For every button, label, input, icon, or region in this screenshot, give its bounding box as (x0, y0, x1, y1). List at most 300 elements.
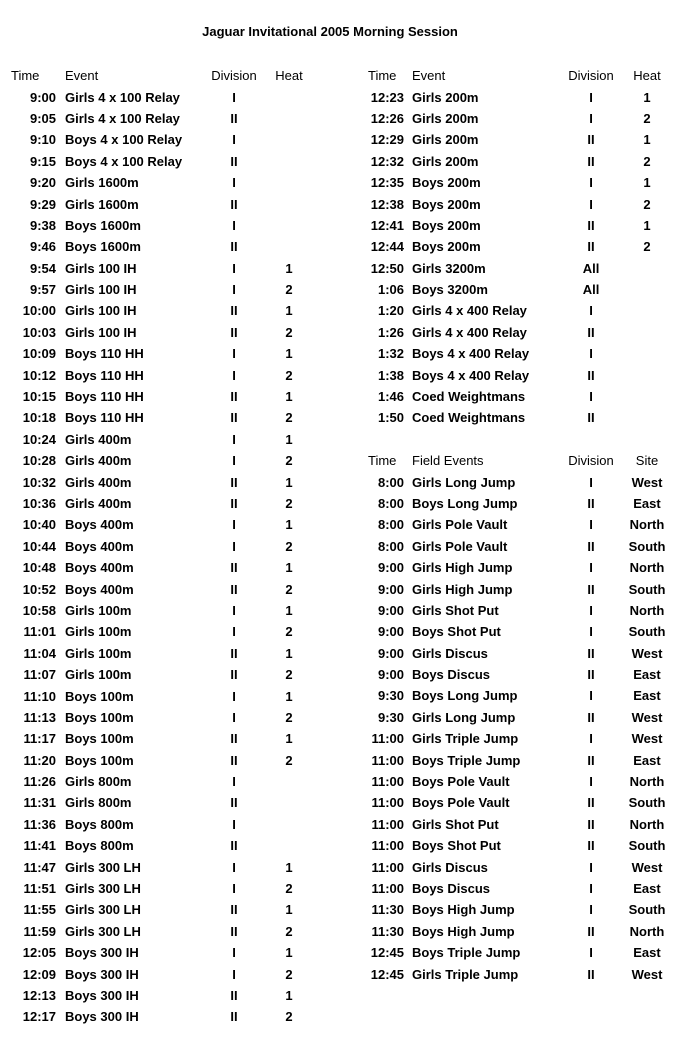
cell-heat (620, 279, 674, 300)
cell-division: I (589, 602, 593, 618)
cell-site: South (628, 838, 666, 854)
table-row (362, 621, 674, 642)
cell-heat: 2 (285, 282, 293, 298)
header-division: Division (211, 68, 257, 84)
cell-heat (620, 322, 674, 343)
header-field-events: Field Events (412, 453, 484, 469)
cell-division: I (589, 881, 593, 896)
cell-field-event: Girls Discus (412, 859, 488, 875)
table-row (8, 963, 315, 984)
cell-event: Boys 200m (412, 239, 481, 255)
table-row (362, 514, 674, 535)
cell-time: 1:06 (377, 282, 404, 298)
cell-event: Girls 400m (65, 453, 132, 469)
table-row (8, 578, 315, 599)
table-row (8, 364, 315, 385)
cell-field-event: Girls Shot Put (412, 602, 499, 618)
cell-division: I (589, 688, 593, 704)
cell-division: II (230, 645, 238, 661)
cell-time: 12:44 (370, 239, 404, 255)
cell-time: 10:48 (22, 560, 56, 576)
cell-time: 12:09 (22, 966, 56, 982)
cell-field-event: Boys High Jump (412, 902, 515, 918)
header-time: Time (11, 68, 40, 84)
cell-event: Girls 100 IH (65, 303, 137, 319)
cell-division: II (587, 581, 595, 597)
cell-division: II (230, 987, 238, 1003)
cell-field-event: Girls Triple Jump (412, 966, 519, 982)
table-row (362, 172, 674, 193)
table-row (362, 814, 674, 835)
cell-time: 8:00 (377, 495, 404, 511)
cell-time: 10:28 (22, 453, 56, 469)
cell-division: I (232, 282, 236, 298)
cell-event: Girls 200m (412, 110, 479, 126)
table-row (362, 236, 674, 257)
cell-heat: 2 (643, 239, 651, 255)
table-row (8, 856, 315, 877)
cell-division: I (589, 859, 593, 875)
cell-field-event: Boys Shot Put (412, 838, 501, 854)
cell-heat: 1 (285, 517, 293, 533)
table-row (362, 151, 674, 172)
cell-time: 1:32 (377, 346, 404, 362)
table-row (8, 86, 315, 107)
cell-field-event: Boys Long Jump (412, 688, 518, 704)
table-row (362, 557, 674, 578)
cell-time: 11:59 (23, 923, 56, 939)
table-row (362, 792, 674, 813)
cell-division: I (232, 602, 236, 618)
table-row (8, 108, 315, 129)
cell-time: 11:00 (371, 816, 404, 832)
cell-heat (620, 300, 674, 321)
cell-event: Girls 100m (65, 667, 132, 683)
cell-division: I (232, 881, 236, 897)
cell-event: Girls 100m (65, 624, 132, 640)
table-row (362, 407, 674, 428)
cell-heat (263, 814, 315, 835)
table-row (8, 493, 315, 514)
table-row (8, 685, 315, 706)
table-row (362, 643, 674, 664)
cell-event: Boys 1600m (65, 239, 141, 255)
table-body (362, 471, 674, 984)
cell-heat: 1 (285, 389, 293, 405)
table-row (8, 750, 315, 771)
table-row (362, 749, 674, 770)
cell-field-event: Girls Pole Vault (412, 517, 508, 533)
cell-time: 12:29 (370, 132, 404, 148)
cell-time: 11:13 (23, 709, 56, 725)
cell-division: I (232, 132, 236, 148)
cell-time: 12:41 (370, 217, 404, 233)
cell-field-event: Boys High Jump (412, 923, 515, 939)
cell-time: 10:32 (22, 474, 56, 490)
cell-time: 10:12 (22, 367, 56, 383)
cell-time: 9:54 (29, 260, 56, 276)
cell-time: 10:44 (22, 538, 56, 554)
cell-site: West (631, 709, 663, 725)
cell-division: II (230, 474, 238, 490)
table-row (362, 921, 674, 942)
cell-division: II (587, 495, 595, 511)
cell-time: 9:38 (29, 217, 56, 233)
table-row (362, 343, 674, 364)
cell-event: Boys 200m (412, 196, 481, 212)
cell-time: 10:00 (22, 303, 56, 319)
cell-event: Boys 200m (412, 175, 481, 191)
cell-division: I (232, 431, 236, 447)
cell-heat (263, 172, 315, 193)
cell-heat: 2 (285, 538, 293, 554)
cell-heat (263, 193, 315, 214)
cell-time: 9:00 (377, 624, 404, 640)
table-row (8, 536, 315, 557)
cell-time: 11:00 (371, 731, 404, 747)
cell-division: II (587, 838, 595, 854)
cell-division: I (589, 303, 593, 319)
field-events-table (362, 450, 674, 985)
cell-division: II (230, 838, 238, 854)
cell-division: II (230, 410, 238, 426)
cell-division: I (589, 196, 593, 212)
cell-division: I (232, 89, 236, 105)
cell-division: I (589, 774, 593, 790)
cell-division: II (230, 560, 238, 576)
cell-heat (263, 835, 315, 856)
cell-field-event: Girls Long Jump (412, 709, 516, 725)
cell-field-event: Girls High Jump (412, 560, 513, 576)
cell-event: Girls 100m (65, 602, 132, 618)
cell-event: Boys 200m (412, 217, 481, 233)
cell-event: Boys 300 IH (65, 1009, 139, 1025)
cell-time: 1:20 (377, 303, 404, 319)
cell-division: I (589, 731, 593, 747)
cell-site: North (629, 602, 665, 618)
cell-division: I (589, 945, 593, 961)
cell-heat (263, 236, 315, 257)
table-row (8, 279, 315, 300)
cell-division: II (587, 410, 595, 426)
cell-time: 9:46 (29, 239, 56, 255)
cell-time: 11:00 (371, 838, 404, 854)
table-row (8, 942, 315, 963)
cell-division: II (230, 239, 238, 255)
cell-heat (263, 151, 315, 172)
cell-time: 10:15 (22, 389, 56, 405)
cell-division: I (232, 859, 236, 875)
cell-event: Girls 200m (412, 153, 479, 169)
cell-heat: 1 (285, 303, 293, 319)
cell-time: 10:24 (22, 431, 56, 447)
cell-time: 9:00 (377, 560, 404, 576)
cell-time: 12:32 (370, 153, 404, 169)
table-row (8, 300, 315, 321)
cell-division: I (232, 367, 236, 383)
table-row (8, 193, 315, 214)
cell-division: I (589, 902, 593, 918)
cell-heat: 1 (285, 260, 293, 276)
cell-heat: 1 (643, 175, 651, 191)
cell-time: 12:26 (370, 110, 404, 126)
table-row (362, 386, 674, 407)
cell-event: Coed Weightmans (412, 410, 526, 426)
cell-site: South (628, 795, 666, 811)
cell-event: Girls 800m (65, 795, 132, 811)
cell-heat (263, 86, 315, 107)
cell-site: East (633, 495, 661, 511)
cell-division: I (589, 624, 593, 640)
table-row (8, 215, 315, 236)
cell-heat: 2 (285, 1009, 293, 1025)
table-row (362, 878, 674, 899)
table-row (362, 771, 674, 792)
table-row (362, 856, 674, 877)
header-time: Time (368, 68, 397, 84)
cell-time: 10:58 (22, 602, 56, 618)
cell-division: II (587, 923, 595, 939)
cell-site: North (629, 816, 665, 832)
cell-time: 10:52 (22, 581, 56, 597)
cell-time: 12:45 (370, 966, 404, 982)
cell-division: I (232, 709, 236, 725)
header-time: Time (368, 453, 397, 469)
cell-heat: 1 (285, 560, 293, 576)
cell-site: West (631, 474, 663, 490)
cell-heat: 2 (285, 752, 293, 768)
table-row (8, 600, 315, 621)
cell-division: II (230, 389, 238, 405)
cell-division: I (232, 816, 236, 832)
table-row (8, 557, 315, 578)
cell-event: Boys 4 x 400 Relay (412, 346, 530, 362)
cell-field-event: Boys Shot Put (412, 624, 501, 640)
table-row (8, 707, 315, 728)
cell-time: 9:57 (29, 282, 56, 298)
header-event: Event (65, 68, 99, 84)
cell-event: Boys 110 HH (65, 367, 144, 383)
table-row (8, 1006, 315, 1027)
cell-event: Boys 100m (65, 752, 134, 768)
cell-site: East (633, 688, 661, 704)
cell-division: All (582, 260, 600, 276)
cell-time: 9:00 (377, 581, 404, 597)
cell-site: South (628, 902, 666, 918)
table-row (8, 664, 315, 685)
table-row (362, 664, 674, 685)
cell-division: II (587, 132, 595, 148)
table-body (362, 86, 674, 428)
cell-event: Girls 400m (65, 431, 132, 447)
table-row (8, 899, 315, 920)
cell-heat (263, 771, 315, 792)
cell-event: Boys 4 x 100 Relay (65, 153, 183, 169)
cell-time: 12:05 (22, 945, 56, 961)
header-event: Event (412, 68, 446, 84)
table-row (8, 771, 315, 792)
cell-heat: 1 (285, 945, 293, 961)
cell-time: 1:50 (377, 410, 404, 426)
cell-division: I (232, 217, 236, 233)
table-body (8, 86, 315, 1027)
cell-time: 11:55 (23, 902, 56, 918)
cell-division: I (232, 346, 236, 362)
cell-division: II (587, 645, 595, 661)
cell-time: 12:13 (22, 987, 56, 1003)
cell-event: Girls 200m (412, 89, 479, 105)
cell-event: Boys 300 IH (65, 987, 139, 1003)
cell-heat: 2 (285, 496, 293, 511)
cell-field-event: Boys Triple Jump (412, 752, 521, 768)
cell-time: 10:36 (22, 496, 56, 511)
cell-site: South (628, 624, 666, 640)
cell-division: I (589, 389, 593, 405)
cell-field-event: Boys Pole Vault (412, 795, 510, 811)
cell-division: II (230, 153, 238, 169)
cell-event: Girls 100m (65, 645, 132, 661)
table-row (362, 300, 674, 321)
cell-event: Boys 110 HH (65, 389, 144, 405)
cell-site: East (633, 881, 661, 896)
cell-site: West (631, 645, 663, 661)
cell-site: West (631, 966, 663, 982)
cell-time: 11:04 (23, 645, 56, 661)
cell-time: 11:20 (23, 752, 56, 768)
cell-division: II (587, 367, 595, 383)
cell-event: Girls 4 x 400 Relay (412, 303, 527, 319)
cell-division: I (589, 110, 593, 126)
table-row (362, 835, 674, 856)
header-division: Division (568, 68, 614, 84)
cell-time: 1:26 (377, 324, 404, 340)
table-row (362, 707, 674, 728)
table-row (8, 835, 315, 856)
table-row (362, 493, 674, 514)
cell-division: I (589, 89, 593, 105)
cell-event: Girls 400m (65, 496, 132, 511)
cell-heat: 2 (285, 410, 293, 426)
cell-site: East (633, 667, 661, 683)
table-row (362, 536, 674, 557)
cell-time: 9:00 (377, 667, 404, 683)
table-header-row (362, 65, 674, 86)
cell-event: Boys 3200m (412, 282, 488, 298)
cell-time: 12:50 (370, 260, 404, 276)
table-row (362, 471, 674, 492)
cell-division: All (582, 282, 600, 298)
cell-division: II (587, 795, 595, 811)
cell-event: Girls 400m (65, 474, 132, 490)
cell-division: I (589, 474, 593, 490)
cell-division: II (587, 752, 595, 768)
table-row (8, 343, 315, 364)
cell-division: I (589, 175, 593, 191)
cell-event: Boys 800m (65, 816, 134, 832)
cell-time: 9:30 (377, 709, 404, 725)
cell-heat: 1 (285, 859, 293, 875)
cell-field-event: Girls Shot Put (412, 816, 499, 832)
cell-event: Boys 100m (65, 688, 134, 704)
cell-field-event: Girls Triple Jump (412, 731, 519, 747)
table-row (362, 86, 674, 107)
cell-division: I (232, 453, 236, 469)
cell-site: West (631, 731, 663, 747)
cell-heat: 1 (285, 346, 293, 362)
cell-division: II (587, 239, 595, 255)
cell-time: 11:26 (23, 774, 56, 790)
table-row (362, 600, 674, 621)
cell-heat: 1 (285, 987, 293, 1003)
cell-time: 1:46 (377, 389, 404, 405)
cell-site: North (629, 560, 665, 576)
cell-time: 10:09 (22, 346, 56, 362)
header-division: Division (568, 453, 614, 469)
cell-heat: 2 (285, 881, 293, 897)
cell-event: Girls 300 LH (65, 881, 141, 897)
cell-division: II (230, 902, 238, 918)
table-row (8, 643, 315, 664)
cell-division: II (587, 966, 595, 982)
cell-event: Boys 4 x 100 Relay (65, 132, 183, 148)
cell-heat: 2 (643, 153, 651, 169)
cell-division: I (232, 517, 236, 533)
table-row (362, 899, 674, 920)
cell-heat: 2 (285, 367, 293, 383)
cell-time: 11:07 (23, 667, 56, 683)
table-row (362, 108, 674, 129)
cell-time: 11:00 (371, 752, 404, 768)
cell-field-event: Boys Discus (412, 667, 491, 683)
cell-field-event: Girls Discus (412, 645, 488, 661)
cell-time: 9:00 (377, 645, 404, 661)
cell-heat: 2 (285, 453, 293, 469)
cell-heat: 1 (643, 132, 651, 148)
cell-time: 11:00 (371, 795, 404, 811)
cell-event: Girls 300 LH (65, 859, 141, 875)
cell-heat (620, 343, 674, 364)
cell-time: 11:51 (23, 881, 56, 897)
cell-time: 9:29 (29, 196, 56, 212)
cell-time: 12:17 (22, 1009, 56, 1025)
page-title: Jaguar Invitational 2005 Morning Session (202, 24, 458, 39)
cell-field-event: Boys Pole Vault (412, 774, 510, 790)
cell-event: Boys 400m (65, 538, 134, 554)
cell-time: 10:03 (22, 324, 56, 340)
table-row (362, 728, 674, 749)
cell-division: II (230, 667, 238, 683)
cell-time: 11:01 (23, 624, 56, 640)
table-row (8, 236, 315, 257)
table-row (362, 685, 674, 706)
cell-site: East (633, 752, 661, 768)
cell-heat: 1 (285, 688, 293, 704)
cell-time: 11:47 (23, 859, 56, 875)
cell-site: East (633, 945, 661, 961)
cell-time: 11:30 (371, 923, 404, 939)
cell-event: Boys 100m (65, 709, 134, 725)
cell-heat (620, 407, 674, 428)
cell-heat: 2 (285, 624, 293, 640)
cell-field-event: Boys Triple Jump (412, 945, 521, 961)
cell-time: 12:35 (370, 175, 404, 191)
table-row (8, 129, 315, 150)
cell-division: II (230, 324, 238, 340)
cell-site: South (628, 538, 666, 554)
cell-division: I (589, 517, 593, 533)
cell-time: 8:00 (377, 517, 404, 533)
cell-division: I (232, 624, 236, 640)
